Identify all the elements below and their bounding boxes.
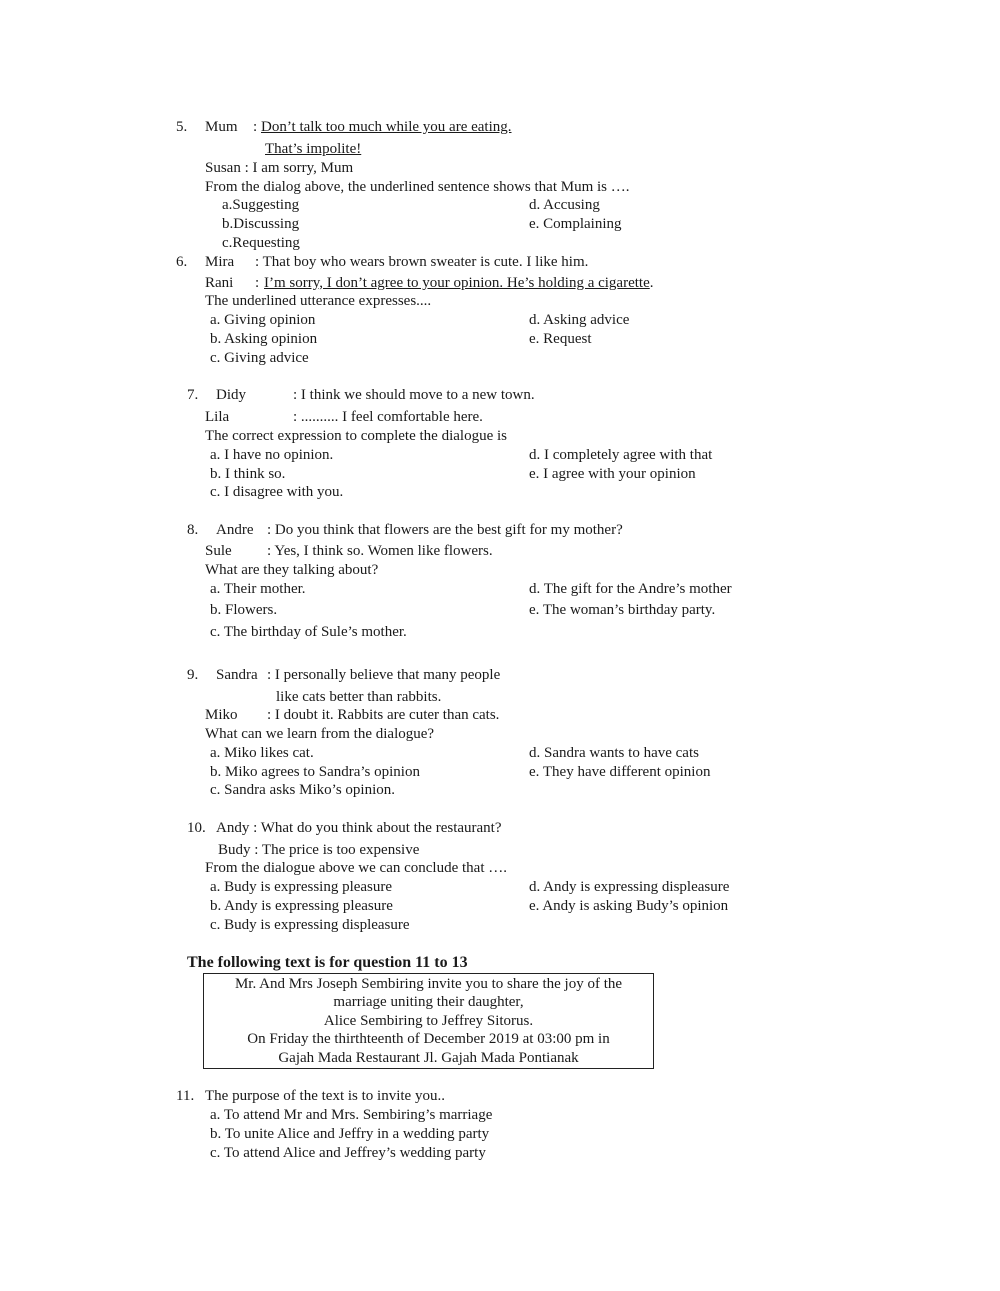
q8-option-d: d. The gift for the Andre’s mother [529,581,732,597]
q8-speaker-1: Andre [216,522,254,538]
q9-line-2: : I doubt it. Rabbits are cuter than cats. [267,707,500,723]
q7-option-d: d. I completely agree with that [529,447,713,463]
q9-stem: What can we learn from the dialogue? [205,726,435,742]
q8-stem: What are they talking about? [205,562,379,578]
q8-option-e: e. The woman’s birthday party. [529,602,716,618]
q6-line-2-end: . [649,275,654,291]
q7-speaker-1: Didy [216,387,246,403]
q7-option-c: c. I disagree with you. [210,484,344,500]
q10-option-c: c. Budy is expressing displeasure [210,917,410,933]
q6-option-d: d. Asking advice [529,312,630,328]
q6-option-b: b. Asking opinion [210,331,318,347]
q7-option-a: a. I have no opinion. [210,447,334,463]
q7-option-b: b. I think so. [210,466,286,482]
invitation-line-4: On Friday the thirthteenth of December 2019 at 03:00 pm in [247,1031,610,1047]
q10-number: 10. [187,820,206,836]
q6-number: 6. [176,254,188,270]
q6-option-e: e. Request [529,331,592,347]
q9-speaker-2: Miko [205,707,238,723]
q6-separator: : [255,275,260,291]
q9-number: 9. [187,667,199,683]
q9-option-e: e. They have different opinion [529,764,711,780]
q7-stem: The correct expression to complete the dialogue is [205,428,507,444]
q11-option-c: c. To attend Alice and Jeffrey’s wedding party [210,1145,486,1161]
q6-stem: The underlined utterance expresses.... [205,293,432,309]
q5-option-e: e. Complaining [529,216,622,232]
q7-number: 7. [187,387,199,403]
q11-number: 11. [176,1088,195,1104]
q5-line-3: Susan : I am sorry, Mum [205,160,354,176]
q5-option-b: b.Discussing [222,216,300,232]
q10-option-b: b. Andy is expressing pleasure [210,898,393,914]
q10-line-1: Andy : What do you think about the restaurant? [216,820,502,836]
q6-option-a: a. Giving opinion [210,312,316,328]
q7-speaker-2: Lila [205,409,230,425]
q10-option-a: a. Budy is expressing pleasure [210,879,393,895]
q11-option-b: b. To unite Alice and Jeffry in a wedding party [210,1126,490,1142]
q8-line-1: : Do you think that flowers are the best gift for my mother? [267,522,623,538]
q8-speaker-2: Sule [205,543,232,559]
q10-option-e: e. Andy is asking Budy’s opinion [529,898,729,914]
q5-line-1: Don’t talk too much while you are eating. [261,119,512,135]
q8-option-c: c. The birthday of Sule’s mother. [210,624,407,640]
q7-option-e: e. I agree with your opinion [529,466,696,482]
q5-speaker-1: Mum [205,119,238,135]
q6-speaker-2: Rani [205,275,234,291]
invitation-box [203,973,654,1069]
q8-number: 8. [187,522,199,538]
invitation-line-1: Mr. And Mrs Joseph Sembiring invite you to share the joy of the [234,976,623,992]
q6-underlined-utterance: I’m sorry, I don’t agree to your opinion. He’s holding a cigarette [264,275,650,291]
q5-stem: From the dialog above, the underlined sentence shows that Mum is …. [205,179,630,195]
q11-stem: The purpose of the text is to invite you.. [205,1088,445,1104]
invitation-line-2: marriage uniting their daughter, [333,994,524,1010]
q7-line-2: : .......... I feel comfortable here. [293,409,483,425]
q8-option-a: a. Their mother. [210,581,306,597]
q5-option-a: a.Suggesting [222,197,300,213]
q5-line-2: That’s impolite! [265,141,362,157]
q9-option-d: d. Sandra wants to have cats [529,745,699,761]
q6-line-2 [264,274,653,293]
q5-number: 5. [176,119,188,135]
q6-speaker-1: Mira [205,254,235,270]
q9-line-1: : I personally believe that many people [267,667,501,683]
q6-option-c: c. Giving advice [210,350,309,366]
passage-heading: The following text is for question 11 to 13 [187,954,468,971]
q9-option-b: b. Miko agrees to Sandra’s opinion [210,764,420,780]
q9-option-a: a. Miko likes cat. [210,745,314,761]
q6-line-1: : That boy who wears brown sweater is cute. I like him. [255,254,589,270]
invitation-line-3: Alice Sembiring to Jeffrey Sitorus. [323,1013,534,1029]
q8-option-b: b. Flowers. [210,602,278,618]
q10-option-d: d. Andy is expressing displeasure [529,879,730,895]
q5-option-c: c.Requesting [222,235,300,251]
q5-separator: : [253,119,258,135]
q9-line-1-cont: like cats better than rabbits. [276,689,442,705]
q9-speaker-1: Sandra [216,667,258,683]
q5-option-d: d. Accusing [529,197,600,213]
q7-line-1: : I think we should move to a new town. [293,387,535,403]
q9-option-c: c. Sandra asks Miko’s opinion. [210,782,395,798]
invitation-line-5: Gajah Mada Restaurant Jl. Gajah Mada Pontianak [278,1050,579,1066]
q10-stem: From the dialogue above we can conclude that …. [205,860,507,876]
q8-line-2: : Yes, I think so. Women like flowers. [267,543,493,559]
q10-line-2: Budy : The price is too expensive [218,842,420,858]
q11-option-a: a. To attend Mr and Mrs. Sembiring’s marriage [210,1107,493,1123]
